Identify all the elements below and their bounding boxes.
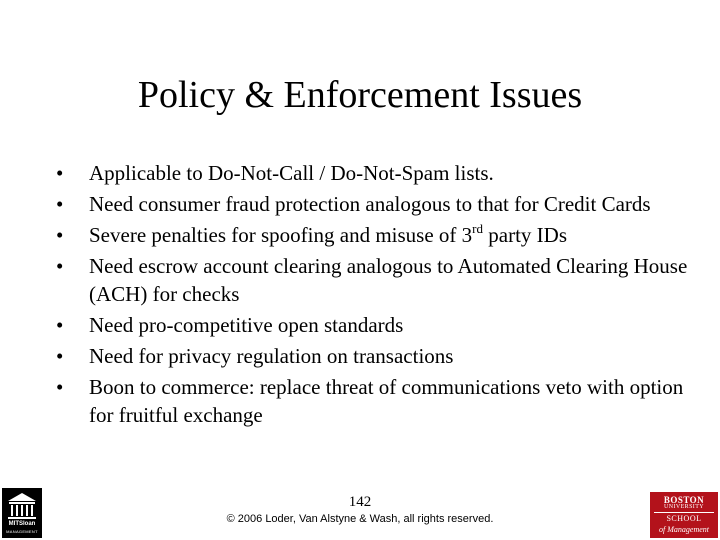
bu-logo-line3: SCHOOL: [666, 514, 702, 523]
bu-logo-line4: of Management: [659, 525, 709, 534]
bullet-item: [56, 252, 696, 308]
bullet-text-after: party IDs: [483, 223, 567, 247]
bullet-item: [56, 190, 696, 218]
page-number: 142: [348, 494, 372, 510]
mit-logo-subtitle: MANAGEMENT: [6, 529, 38, 534]
bullet-list: [56, 159, 696, 432]
bullet-marker: •: [56, 313, 64, 337]
bullet-text: Boon to commerce: replace threat of communications veto with option for fruitful exchange: [89, 375, 684, 427]
bullet-item: [56, 159, 696, 187]
bullet-text: Need consumer fraud protection analogous to that for Credit Cards: [89, 192, 651, 216]
bullet-marker: •: [56, 161, 64, 185]
bu-logo-divider: [654, 512, 714, 513]
bullet-marker: •: [56, 192, 64, 216]
bullet-superscript: rd: [472, 221, 484, 236]
mit-logo-name: MITSloan: [8, 521, 36, 527]
bullet-text: Need pro-competitive open standards: [89, 313, 404, 337]
bullet-item: [56, 342, 696, 370]
bu-logo-line1: BOSTON: [663, 495, 705, 505]
bullet-item: [56, 311, 696, 339]
bullet-marker: •: [56, 375, 64, 399]
bu-logo-line2: UNIVERSITY: [664, 504, 704, 510]
bullet-item: [56, 373, 696, 429]
copyright-notice: © 2006 Loder, Van Alstyne & Wash, all rights reserved.: [226, 513, 494, 525]
bullet-item: [56, 221, 696, 249]
bullet-text: Applicable to Do-Not-Call / Do-Not-Spam lists.: [89, 161, 494, 185]
bullet-text-before: Severe penalties for spoofing and misuse of 3: [89, 223, 473, 247]
bullet-marker: •: [56, 223, 64, 247]
bullet-marker: •: [56, 344, 64, 368]
mit-sloan-logo: [2, 488, 42, 538]
slide-title: Policy & Enforcement Issues: [137, 74, 583, 116]
bullet-text: Need escrow account clearing analogous to Automated Clearing House (ACH) for checks: [89, 254, 688, 306]
bullet-marker: •: [56, 254, 64, 278]
boston-university-logo: [650, 492, 718, 538]
building-icon: [5, 491, 39, 521]
bullet-text: Need for privacy regulation on transactions: [89, 344, 454, 368]
